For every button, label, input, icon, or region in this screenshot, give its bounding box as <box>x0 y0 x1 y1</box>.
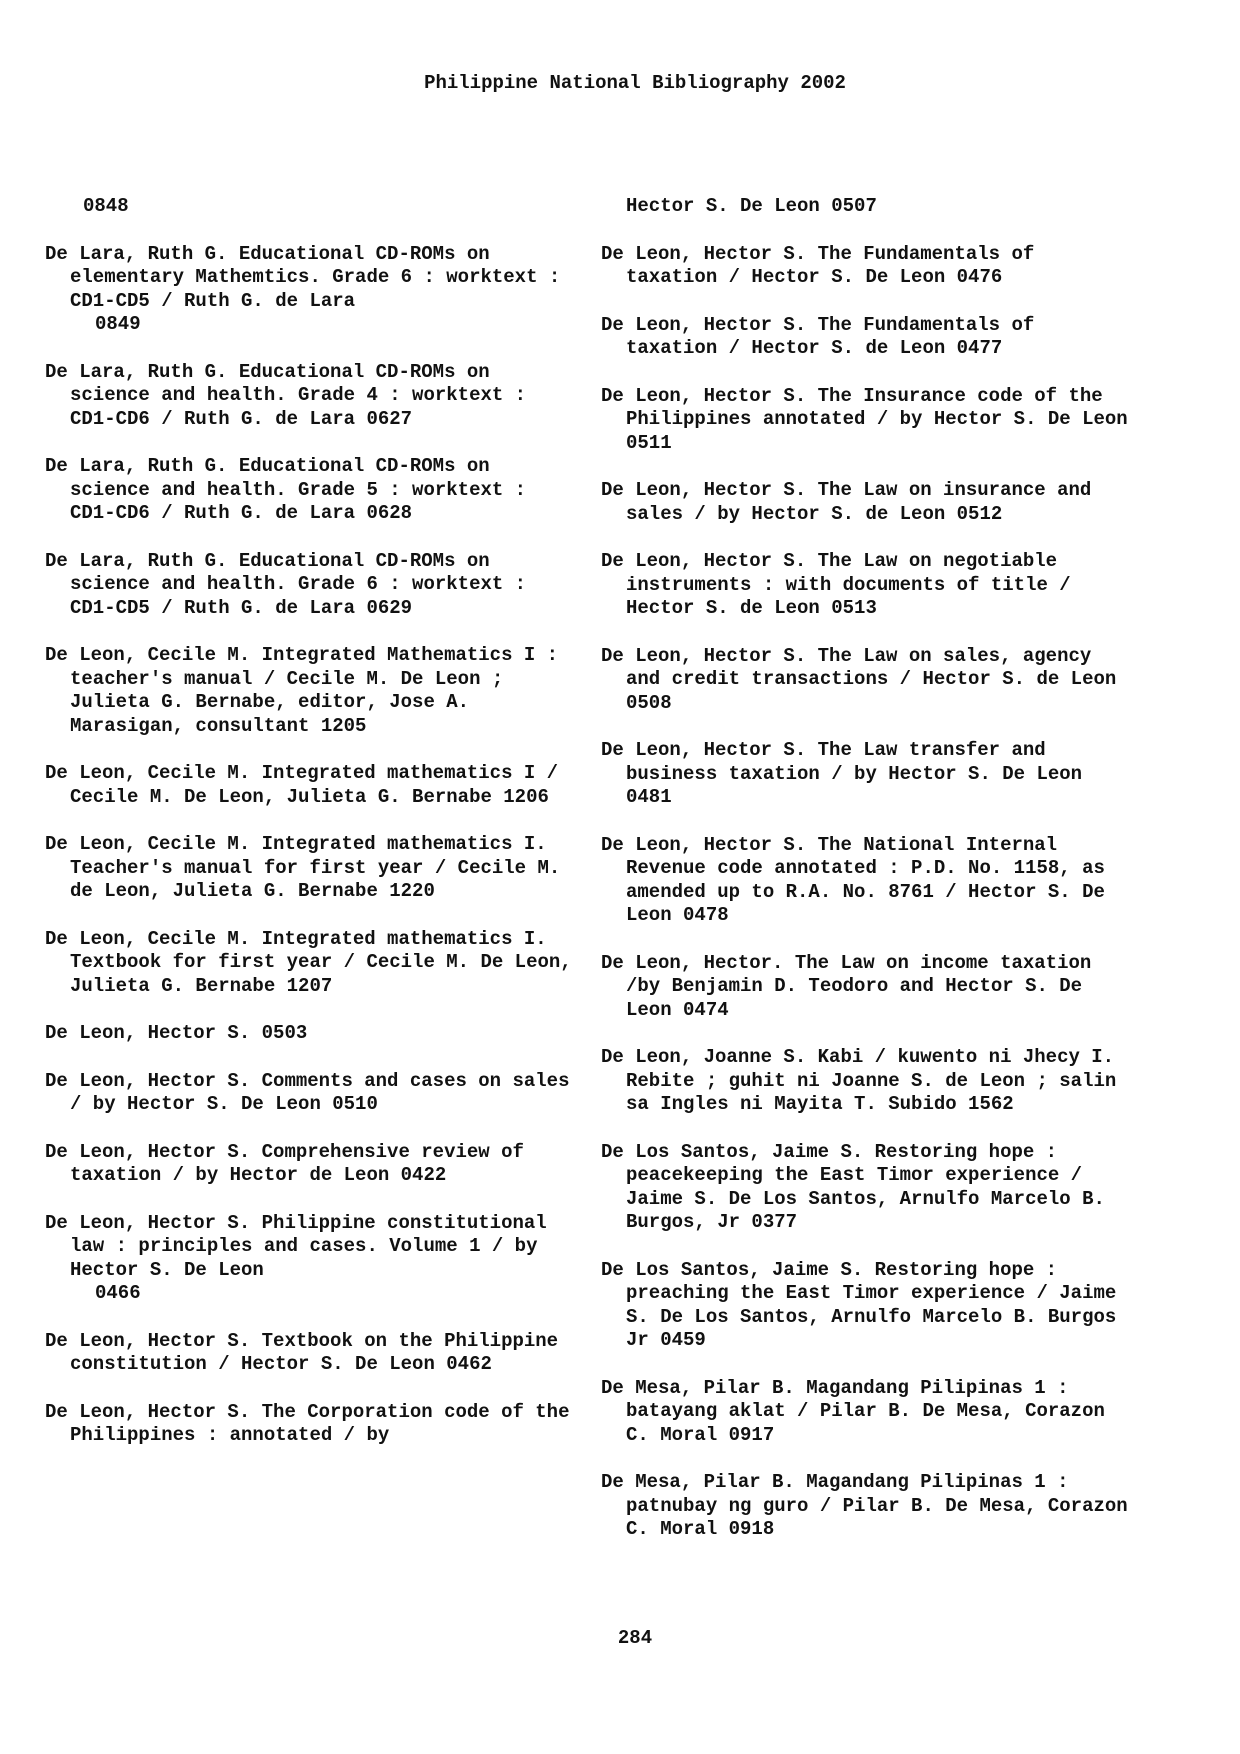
bibliography-entry: De Leon, Hector S. The National Internal Revenue code annotated : P.D. No. 1158, as amended up to R.A. No. 8761 / Hector S. De Leon 0478 <box>601 833 1105 926</box>
bibliography-entry: De Mesa, Pilar B. Magandang Pilipinas 1 : patnubay ng guro / Pilar B. De Mesa, Corazon C. Moral 0918 <box>601 1471 1128 1540</box>
bibliography-entry: De Lara, Ruth G. Educational CD-ROMs on science and health. Grade 4 : worktext : CD1-CD6 / Ruth G. de Lara 0627 <box>45 360 527 430</box>
bibliography-entry: De Leon, Hector S. The Fundamentals of taxation / Hector S. de Leon 0477 <box>601 313 1035 359</box>
bibliography-entry: De Leon, Hector S. The Law on sales, agency and credit transactions / Hector S. de Leon 0508 <box>601 644 1117 714</box>
bibliography-entry: De Lara, Ruth G. Educational CD-ROMs on science and health. Grade 5 : worktext : CD1-CD6 / Ruth G. de Lara 0628 <box>45 455 527 524</box>
bibliography-entry: De Mesa, Pilar B. Magandang Pilipinas 1 : batayang aklat / Pilar B. De Mesa, Corazon C. Moral 0917 <box>601 1376 1105 1446</box>
bibliography-entry: De Leon, Hector S. The Law on insurance and sales / by Hector S. de Leon 0512 <box>601 479 1092 525</box>
bibliography-entry: De Leon, Hector S. The Fundamentals of taxation / Hector S. De Leon 0476 <box>601 242 1035 288</box>
running-header: Philippine National Bibliography 2002 <box>424 72 846 94</box>
bibliography-entry: De Lara, Ruth G. Educational CD-ROMs on elementary Mathemtics. Grade 6 : worktext : CD1-CD5 / Ruth G. de Lara 0849 <box>45 243 575 337</box>
bibliography-entry: De Leon, Hector S. The Insurance code of the Philippines annotated / by Hector S. De Leon 0511 <box>601 384 1128 454</box>
bibliography-entry: De Leon, Hector S. The Corporation code of the Philippines : annotated / by <box>45 1400 570 1446</box>
bibliography-entry: De Leon, Cecile M. Integrated mathematics I. Textbook for first year / Cecile M. De Leon, Julieta G. Bernabe 1207 <box>45 927 572 997</box>
control-number: 0466 <box>95 1282 141 1304</box>
left-column <box>45 195 575 1472</box>
bibliography-entry: De Leon, Hector S. Philippine constitutional law : principles and cases. Volume 1 / by Hector S. De Leon 0466 <box>45 1212 575 1306</box>
bibliography-entry: De Los Santos, Jaime S. Restoring hope : peacekeeping the East Timor experience / Jaime S. De Los Santos, Arnulfo Marcelo B. Burgos, Jr 0377 <box>601 1140 1105 1233</box>
page-number: 284 <box>617 1627 653 1649</box>
continued-entry-number: 0848 <box>83 195 129 217</box>
bibliography-entry: De Leon, Hector. The Law on income taxation /by Benjamin D. Teodoro and Hector S. De Leon 0474 <box>601 951 1092 1021</box>
bibliography-entry: De Leon, Hector S. Comments and cases on sales / by Hector S. De Leon 0510 <box>45 1069 570 1115</box>
bibliography-entry: De Leon, Cecile M. Integrated mathematics I. Teacher's manual for first year / Cecile M. de Leon, Julieta G. Bernabe 1220 <box>45 833 561 902</box>
bibliography-entry: De Leon, Hector S. Comprehensive review of taxation / by Hector de Leon 0422 <box>45 1140 524 1186</box>
right-column <box>601 195 1131 1566</box>
bibliography-entry: De Leon, Joanne S. Kabi / kuwento ni Jhecy I. Rebite ; guhit ni Joanne S. de Leon ; salin sa Ingles ni Mayita T. Subido 1562 <box>601 1046 1117 1115</box>
control-number: 0849 <box>95 313 141 335</box>
bibliography-entry: De Los Santos, Jaime S. Restoring hope : preaching the East Timor experience / Jaime S. De Los Santos, Arnulfo Marcelo B. Burgos Jr 0459 <box>601 1258 1117 1351</box>
continued-entry-text: Hector S. De Leon 0507 <box>626 195 877 217</box>
bibliography-entry: De Leon, Hector S. The Law on negotiable instruments : with documents of title / Hector S. de Leon 0513 <box>601 550 1071 619</box>
bibliography-entry: De Leon, Hector S. The Law transfer and business taxation / by Hector S. De Leon 0481 <box>601 739 1083 808</box>
bibliography-entry: De Leon, Cecile M. Integrated mathematics I / Cecile M. De Leon, Julieta G. Bernabe 1206 <box>45 762 559 808</box>
bibliography-entry: De Lara, Ruth G. Educational CD-ROMs on science and health. Grade 6 : worktext : CD1-CD5 / Ruth G. de Lara 0629 <box>45 549 527 619</box>
bibliography-entry: De Leon, Hector S. 0503 <box>45 1022 308 1044</box>
bibliography-entry: De Leon, Hector S. Textbook on the Philippine constitution / Hector S. De Leon 0462 <box>45 1329 559 1375</box>
bibliography-entry: De Leon, Cecile M. Integrated Mathematics I : teacher's manual / Cecile M. De Leon ; Julieta G. Bernabe, editor, Jose A. Marasigan, consultant 1205 <box>45 644 559 737</box>
